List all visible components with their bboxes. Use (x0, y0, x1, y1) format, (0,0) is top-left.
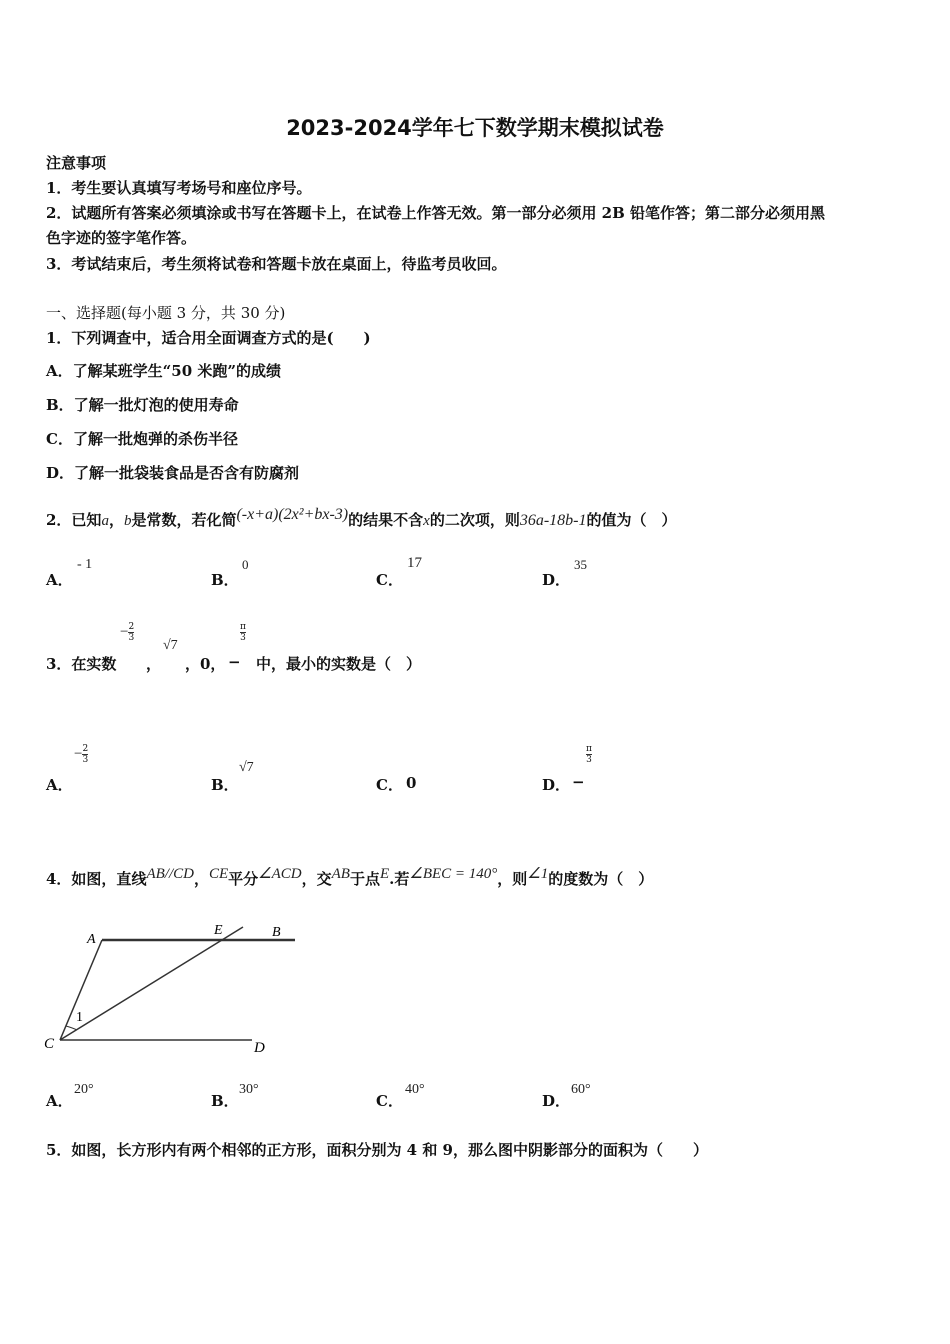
q3-option-a-fraction (82, 744, 88, 765)
q3-neg-fraction (120, 622, 134, 643)
q3-fraction-denominator: 3 (128, 633, 135, 643)
q2-text-2: 是常数，若化简 (131, 511, 237, 529)
q3-option-b-value: √7 (239, 760, 254, 775)
q3-option-d-numerator: π (586, 744, 592, 754)
q1-stem: 1．下列调查中，适合用全面调查方式的是( ) (46, 329, 371, 347)
notice-line-3: 3．考试结束后，考生须将试卷和答题卡放在桌面上，待监考员收回。 (46, 255, 507, 273)
q3-fraction (128, 622, 134, 643)
q2-option-c-label: C． (376, 571, 403, 589)
q4-figure (40, 915, 310, 1060)
q3-option-d-fraction (586, 744, 592, 765)
q3-option-a-minus: − (74, 746, 83, 762)
q2-text-4: 的二次项，则 (429, 511, 520, 529)
q1-option-c: C．了解一批炮弹的杀伤半径 (46, 430, 238, 448)
q3-option-c-value: 0 (406, 774, 417, 792)
q3-text-3: 中，最小的实数是（ ） (256, 655, 422, 673)
q5-stem: 5．如图，长方形内有两个相邻的正方形，面积分别为 4 和 9，那么图中阴影部分的面积为（ ） (46, 1141, 708, 1159)
q4-text-3: ，交 (301, 870, 332, 888)
q3-pi-denominator: 3 (240, 633, 246, 643)
q4-option-d-value: 60° (571, 1082, 591, 1097)
q4-expr-angle-acd: ∠ACD (258, 866, 302, 882)
q4-text-5: .若 (389, 870, 410, 888)
q3-pi-numerator: π (240, 622, 246, 632)
notice-line-1: 1．考生要认真填写考场号和座位序号。 (46, 179, 312, 197)
q2-expression-2: 36a-18b-1 (519, 512, 587, 529)
q3-text-1: 3．在实数 (46, 655, 117, 673)
label-a: A (87, 932, 96, 947)
q4-expr-ab: AB (331, 866, 350, 882)
q2-option-b-label: B． (211, 571, 239, 589)
q2-var-a: a (101, 513, 109, 529)
angle-arc (66, 1026, 77, 1030)
q2-var-x: x (423, 513, 430, 529)
q2-option-a-value: - 1 (77, 557, 93, 572)
q3-option-b-label: B． (211, 776, 239, 794)
q3-option-d-denominator: 3 (586, 755, 592, 765)
q3-option-c-label: C． (376, 776, 403, 794)
q2-text-5: 的值为（ ） (586, 511, 677, 529)
line-ca (60, 940, 102, 1040)
q4-stem (46, 868, 653, 889)
q4-expr-ce: CE (208, 866, 229, 882)
q3-text-2: ，0， (185, 655, 226, 673)
q2-sep: ， (108, 511, 124, 529)
q4-option-b-label: B． (211, 1092, 239, 1110)
q3-option-d-minus: − (572, 773, 585, 791)
q2-expression: (-x+a)(2x²+bx-3) (236, 506, 349, 523)
label-d: D (254, 1040, 265, 1056)
q3-option-a-numerator: 2 (82, 744, 89, 754)
q4-option-b-value: 30° (239, 1082, 259, 1097)
page-title: 2023-2024学年七下数学期末模拟试卷 (286, 116, 664, 140)
q3-sqrt7: √7 (163, 638, 178, 653)
q1-option-b: B．了解一批灯泡的使用寿命 (46, 396, 239, 414)
q2-option-d-value: 35 (574, 557, 587, 572)
label-b: B (272, 925, 281, 940)
q4-option-a-label: A． (46, 1092, 73, 1110)
q4-sep: ， (193, 870, 209, 888)
q4-expr-angle-1: ∠1 (527, 866, 549, 882)
q2-text-3: 的结果不含 (348, 511, 424, 529)
q1-option-d: D．了解一批袋装食品是否含有防腐剂 (46, 464, 300, 482)
q3-pi-minus: − (228, 653, 241, 671)
label-c: C (44, 1036, 55, 1052)
q4-option-c-value: 40° (405, 1082, 425, 1097)
q4-text-7: 的度数为（ ） (548, 870, 654, 888)
q3-option-a-denominator: 3 (82, 755, 89, 765)
q4-text-6: ，则 (497, 870, 528, 888)
q3-comma: ， (146, 655, 162, 673)
q4-option-a-value: 20° (74, 1082, 94, 1097)
label-angle-1: 1 (76, 1010, 83, 1025)
section-heading: 一、选择题(每小题 3 分，共 30 分) (46, 304, 286, 322)
q4-option-c-label: C． (376, 1092, 403, 1110)
q2-option-b-value: 0 (242, 557, 249, 572)
q3-minus: − (120, 624, 129, 640)
notice-line-2b: 色字迹的签字笔作答。 (46, 229, 197, 247)
q4-text-4: 于点 (349, 870, 380, 888)
q3-pi-fraction (240, 622, 246, 643)
q4-expr-angle-bec: ∠BEC = 140° (409, 866, 498, 882)
q4-text-1: 4．如图，直线 (46, 870, 147, 888)
q4-text-2: 平分 (228, 870, 259, 888)
q1-option-a: A．了解某班学生“50 米跑”的成绩 (46, 362, 281, 380)
q2-option-c-value: 17 (407, 555, 422, 571)
q4-expr-parallel: AB//CD (146, 866, 194, 882)
notice-line-2a: 2．试题所有答案必须填涂或书写在答题卡上，在试卷上作答无效。第一部分必须用 2B 铅笔作答；第二部分必须用黑 (46, 204, 826, 222)
q2-option-d-label: D． (542, 571, 571, 589)
q2-option-a-label: A． (46, 571, 73, 589)
label-e: E (214, 923, 223, 938)
q4-expr-e: E (379, 866, 390, 882)
q3-option-d-label: D． (542, 776, 571, 794)
q2-stem (46, 506, 677, 530)
notice-heading: 注意事项 (46, 154, 107, 172)
q2-text-1: 2．已知 (46, 511, 102, 529)
q4-option-d-label: D． (542, 1092, 571, 1110)
q3-fraction-numerator: 2 (128, 622, 135, 632)
q3-option-a-label: A． (46, 776, 73, 794)
q2-var-b: b (123, 513, 132, 529)
q3-option-a-value (74, 744, 88, 765)
